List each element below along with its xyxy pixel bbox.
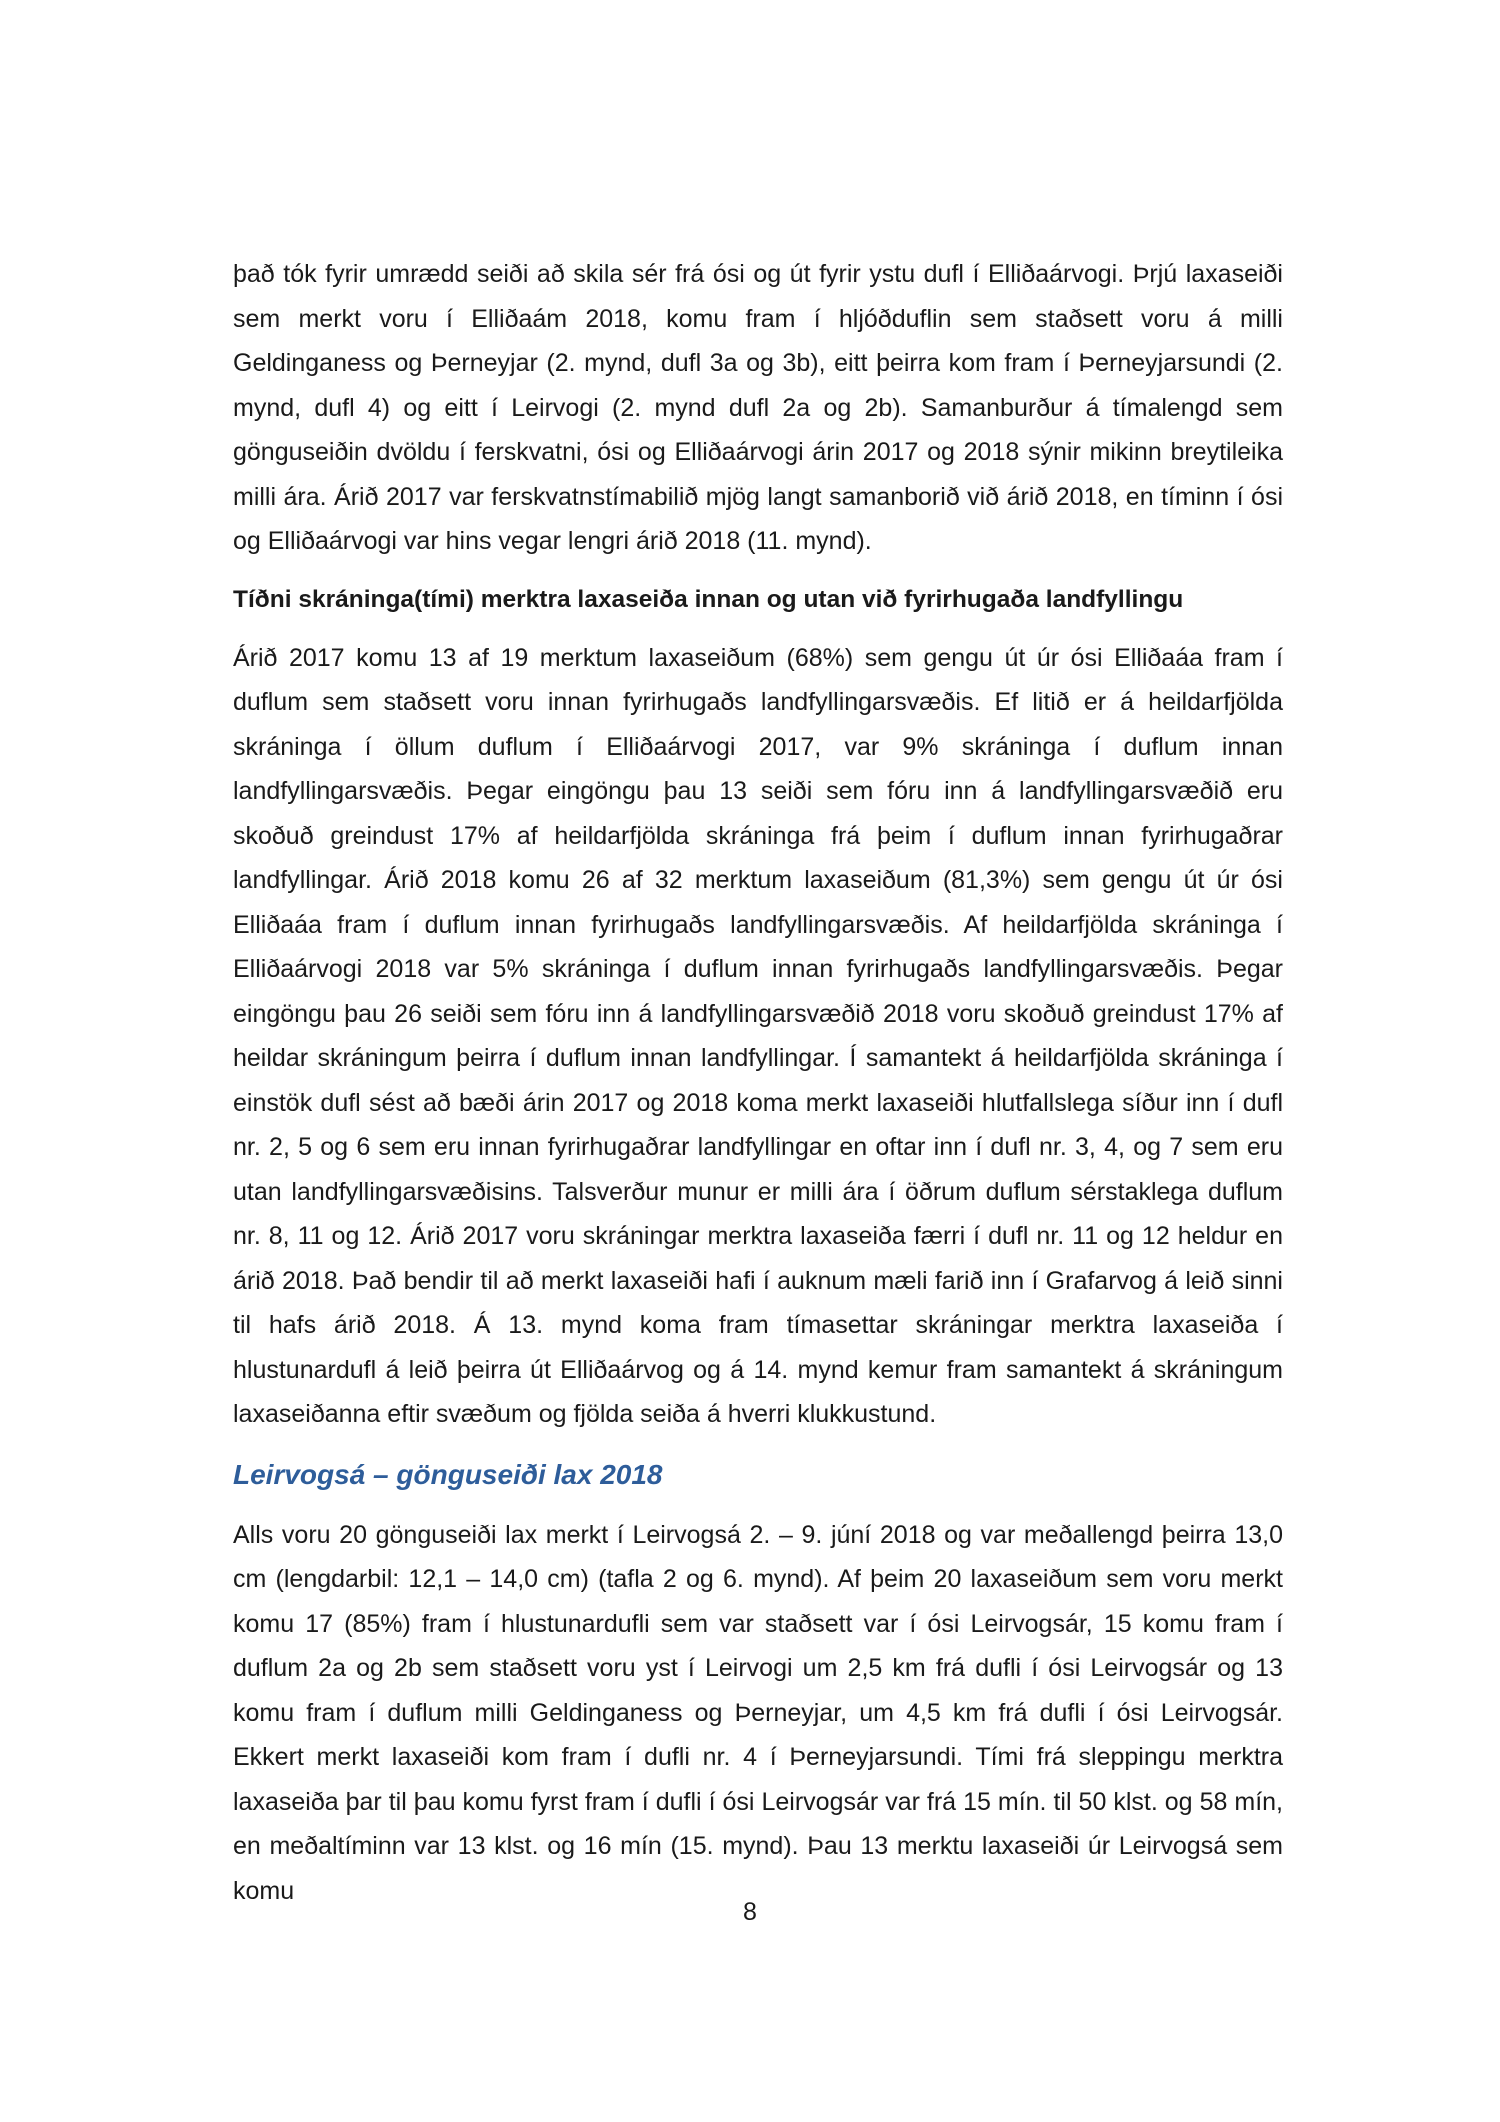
page-number: 8 xyxy=(743,1898,757,1926)
document-page xyxy=(233,252,1283,1913)
paragraph-tidni-skraninga: Árið 2017 komu 13 af 19 merktum laxaseiðum (68%) sem gengu út úr ósi Elliðaáa fram í duflum sem staðsett voru innan fyrirhugaðs landfyllingarsvæðis. Ef litið er á heildarfjölda skráninga í öllum duflum í Elliðaárvogi 2017, var 9% skráninga í duflum innan landfyllingarsvæðis. Þegar eingöngu þau 13 seiði sem fóru inn á landfyllingarsvæðið eru skoðuð greindust 17% af heildarfjölda skráninga frá þeim í duflum innan fyrirhugaðrar landfyllingar. Árið 2018 komu 26 af 32 merktum laxaseiðum (81,3%) sem gengu út úr ósi Elliðaáa fram í duflum innan fyrirhugaðs landfyllingarsvæðis. Af heildarfjölda skráninga í Elliðaárvogi 2018 var 5% skráninga í duflum innan fyrirhugaðs landfyllingarsvæðis. Þegar eingöngu þau 26 seiði sem fóru inn á landfyllingarsvæðið 2018 voru skoðuð greindust 17% af heildar skráningum þeirra í duflum innan landfyllingar. Í samantekt á heildarfjölda skráninga í einstök dufl sést að bæði árin 2017 og 2018 koma merkt laxaseiði hlutfallslega síður inn í dufl nr. 2, 5 og 6 sem eru innan fyrirhugaðrar landfyllingar en oftar inn í dufl nr. 3, 4, og 7 sem eru utan landfyllingarsvæðisins. Talsverður munur er milli ára í öðrum duflum sérstaklega duflum nr. 8, 11 og 12. Árið 2017 voru skráningar merktra laxaseiða færri í dufl nr. 11 og 12 heldur en árið 2018. Það bendir til að merkt laxaseiði hafi í auknum mæli farið inn í Grafarvog á leið sinni til hafs árið 2018. Á 13. mynd koma fram tímasettar skráningar merktra laxaseiða í hlustunardufl á leið þeirra út Elliðaárvog og á 14. mynd kemur fram samantekt á skráningum laxaseiðanna eftir svæðum og fjölda seiða á hverri klukkustund. xyxy=(233,643,1283,1428)
paragraph-elliðaar-gönguseiði: það tók fyrir umrædd seiði að skila sér frá ósi og út fyrir ystu dufl í Elliðaárvogi. Þrjú laxaseiði sem merkt voru í Elliðaám 2018, komu fram í hljóðduflin sem staðsett voru á milli Geldinganess og Þerneyjar (2. mynd, dufl 3a og 3b), eitt þeirra kom fram í Þerneyjarsundi (2. mynd, dufl 4) og eitt í Leirvogi (2. mynd dufl 2a og 2b). Samanburður á tímalengd sem gönguseiðin dvöldu í ferskvatni, ósi og Elliðaárvogi árin 2017 og 2018 sýnir mikinn breytileika milli ára. Árið 2017 var ferskvatnstímabilið mjög langt samanborið við árið 2018, en tíminn í ósi og Elliðaárvogi var hins vegar lengri árið 2018 (11. mynd). xyxy=(233,260,1283,555)
sub-heading-tidni-skraninga: Tíðni skráninga(tími) merktra laxaseiða innan og utan við fyrirhugaða landfyllingu xyxy=(233,585,1184,613)
section-heading-leirvogsa: Leirvogsá – gönguseiði lax 2018 xyxy=(233,1458,663,1490)
paragraph-leirvogsa: Alls voru 20 gönguseiði lax merkt í Leirvogsá 2. – 9. júní 2018 og var meðallengd þeirra 13,0 cm (lengdarbil: 12,1 – 14,0 cm) (tafla 2 og 6. mynd). Af þeim 20 laxaseiðum sem voru merkt komu 17 (85%) fram í hlustunardufli sem var staðsett var í ósi Leirvogsár, 15 komu fram í duflum 2a og 2b sem staðsett voru yst í Leirvogi um 2,5 km frá dufli í ósi Leirvogsár og 13 komu fram í duflum milli Geldinganess og Þerneyjar, um 4,5 km frá dufli í ósi Leirvogsár. Ekkert merkt laxaseiði kom fram í dufli nr. 4 í Þerneyjarsundi. Tími frá sleppingu merktra laxaseiða þar til þau komu fyrst fram í dufli í ósi Leirvogsár var frá 15 mín. til 50 klst. og 58 mín, en meðaltíminn var 13 klst. og 16 mín (15. mynd). Þau 13 merktu laxaseiði úr Leirvogsá sem komu xyxy=(233,1520,1283,1905)
